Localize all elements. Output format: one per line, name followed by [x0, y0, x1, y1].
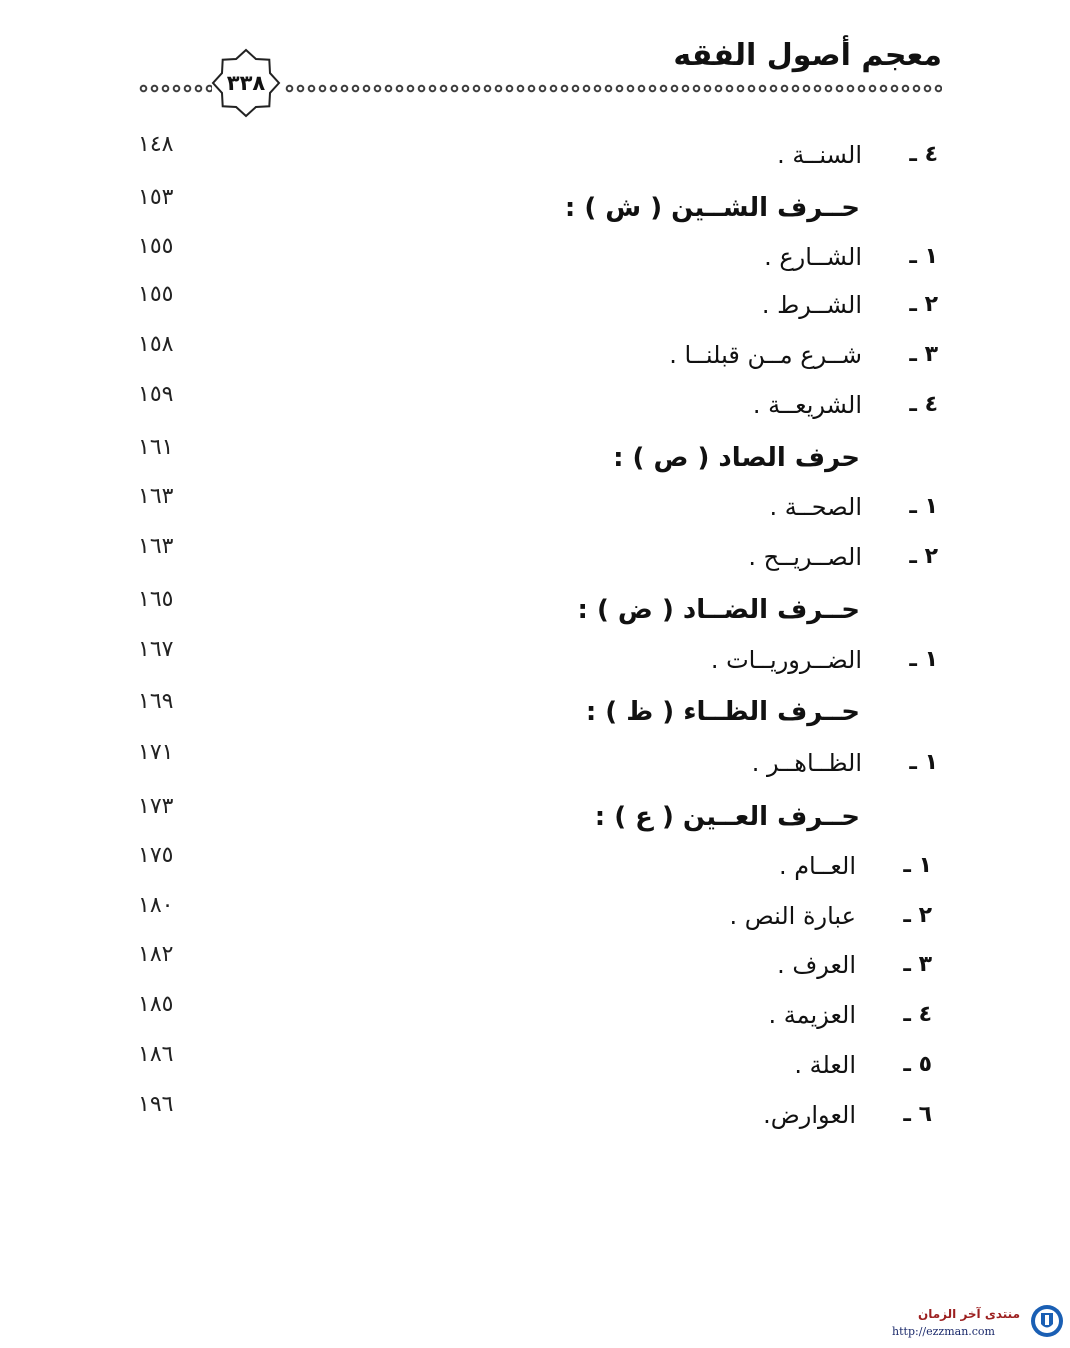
entry-page: ١٥٥: [138, 282, 174, 307]
entry-number: ٤ ـ: [903, 1002, 932, 1027]
toc-entry: [0, 484, 1070, 527]
header-ornament-left: [138, 83, 212, 94]
toc-entry: [0, 1042, 1070, 1085]
entry-number: ١ ـ: [909, 750, 938, 775]
section-heading: [0, 587, 1070, 630]
entry-term: الضــروريــات .: [710, 646, 862, 674]
entry-number: ٢ ـ: [909, 544, 938, 569]
entry-number: ٢ ـ: [909, 292, 938, 317]
entry-page: ١٨٦: [138, 1042, 174, 1067]
book-title: معجم أصول الفقه: [673, 38, 942, 73]
entry-page: ١٧٣: [138, 794, 174, 819]
header-ornament-right: [284, 83, 942, 94]
watermark-url: http://ezzman.com: [892, 1325, 995, 1338]
toc-entry: [0, 740, 1070, 783]
entry-page: ١٥٩: [138, 382, 174, 407]
toc-entry: [0, 132, 1070, 175]
entry-number: ١ ـ: [909, 244, 938, 269]
entry-number: ٣ ـ: [903, 952, 932, 977]
entry-term: الشريعــة .: [752, 391, 862, 419]
toc-entry: [0, 843, 1070, 886]
entry-page: ١٦٣: [138, 534, 174, 559]
entry-page: ١٦٧: [138, 637, 174, 662]
entry-page: ١٨٥: [138, 992, 174, 1017]
entry-page: ١٨٢: [138, 942, 174, 967]
section-heading: [0, 794, 1070, 837]
entry-number: ٣ ـ: [909, 342, 938, 367]
toc-entry: [0, 234, 1070, 277]
entry-page: ١٩٦: [138, 1092, 174, 1117]
toc-entry: [0, 893, 1070, 936]
entry-page: ١٦٩: [138, 689, 174, 714]
entry-page: ١٥٥: [138, 234, 174, 259]
entry-number: ٤ ـ: [909, 142, 938, 167]
entry-term: العزيمة .: [768, 1001, 856, 1029]
page-number-badge: [210, 47, 282, 119]
toc-entry: [0, 332, 1070, 375]
page-number: ٣٣٨: [226, 71, 266, 95]
entry-page: ١٦١: [138, 435, 174, 460]
entry-page: ١٦٥: [138, 587, 174, 612]
section-heading-text: حــرف الشــين ( ش ) :: [564, 193, 860, 223]
section-heading-text: حــرف الضــاد ( ض ) :: [577, 595, 860, 625]
entry-page: ١٧٥: [138, 843, 174, 868]
watermark-forum-name: منتدى آخر الزمان: [918, 1307, 1020, 1321]
section-heading: [0, 689, 1070, 732]
entry-term: الشــرط .: [761, 291, 862, 319]
toc-entry: [0, 992, 1070, 1035]
section-heading-text: حرف الصاد ( ص ) :: [613, 443, 860, 473]
entry-number: ١ ـ: [909, 494, 938, 519]
entry-number: ١ ـ: [903, 853, 932, 878]
entry-term: الظــاهــر .: [751, 749, 862, 777]
entry-term: الصــريــح .: [748, 543, 862, 571]
entry-term: السنــة .: [777, 141, 862, 169]
forum-logo-icon: [1030, 1304, 1064, 1338]
entry-page: ١٥٣: [138, 185, 174, 210]
section-heading-text: حــرف الظــاء ( ظ ) :: [585, 697, 860, 727]
entry-term: الشــارع .: [764, 243, 862, 271]
toc-entry: [0, 282, 1070, 325]
toc-entry: [0, 534, 1070, 577]
entry-term: عبارة النص .: [729, 902, 856, 930]
entry-page: ١٦٣: [138, 484, 174, 509]
toc-entry: [0, 382, 1070, 425]
entry-term: العرف .: [777, 951, 856, 979]
entry-page: ١٤٨: [138, 132, 174, 157]
section-heading: [0, 185, 1070, 228]
entry-term: العلة .: [794, 1051, 856, 1079]
entry-number: ٦ ـ: [903, 1102, 932, 1127]
entry-number: ١ ـ: [909, 647, 938, 672]
entry-number: ٢ ـ: [903, 903, 932, 928]
toc-entry: [0, 942, 1070, 985]
entry-term: شــرع مــن قبلنــا .: [669, 341, 862, 369]
entry-number: ٥ ـ: [903, 1052, 932, 1077]
entry-page: ١٧١: [138, 740, 174, 765]
section-heading: [0, 435, 1070, 478]
entry-number: ٤ ـ: [909, 392, 938, 417]
entry-page: ١٥٨: [138, 332, 174, 357]
entry-term: العــام .: [778, 852, 856, 880]
entry-term: العوارض.: [763, 1101, 856, 1129]
toc-entry: [0, 1092, 1070, 1135]
toc-entry: [0, 637, 1070, 680]
entry-term: الصحــة .: [769, 493, 862, 521]
entry-page: ١٨٠: [138, 893, 174, 918]
section-heading-text: حــرف العــين ( ع ) :: [594, 802, 860, 832]
